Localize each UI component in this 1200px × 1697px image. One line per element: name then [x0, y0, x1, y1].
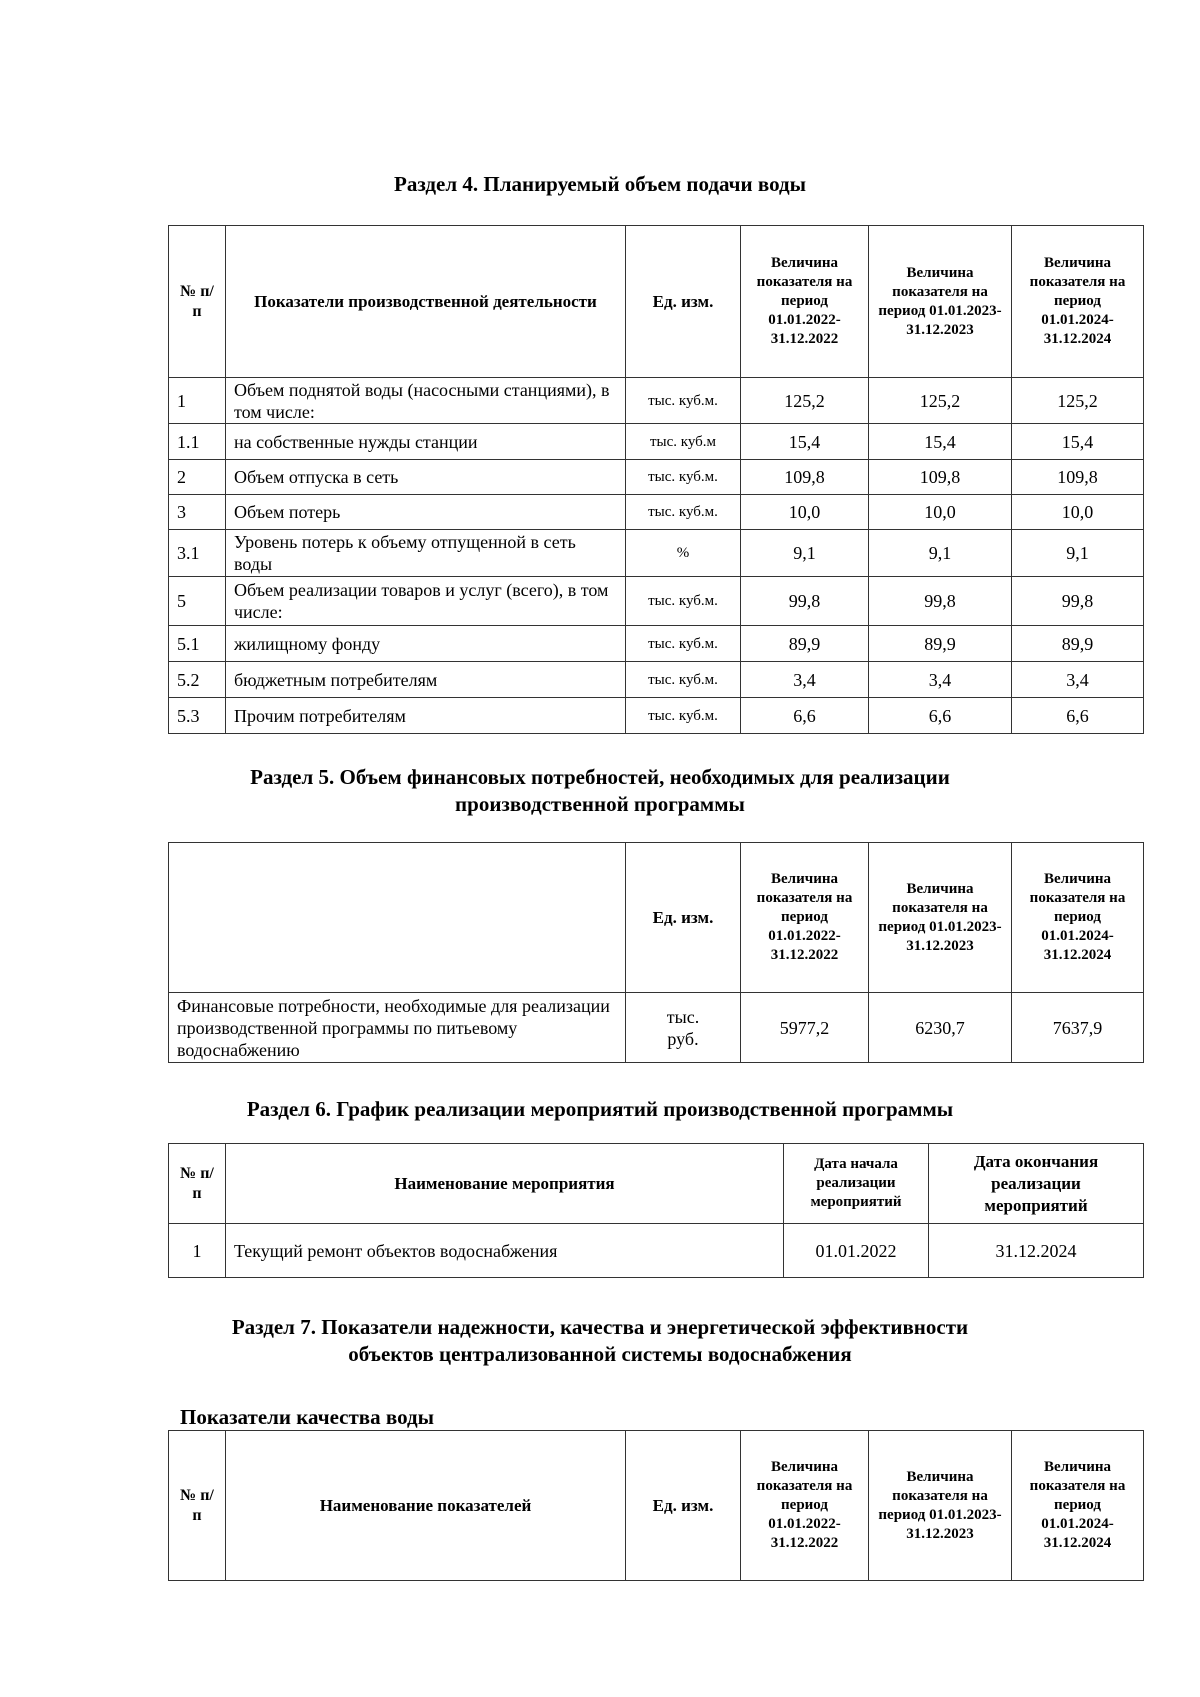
row-unit: тыс. куб.м.: [626, 662, 741, 698]
header-empty: [169, 843, 626, 993]
table-row: [169, 378, 1144, 424]
header-indicator-name: Наименование показателей: [226, 1431, 626, 1581]
row-name: Финансовые потребности, необходимые для реализации производственной программы по питьевому водоснабжению: [169, 993, 626, 1063]
row-value-2023: 125,2: [869, 378, 1012, 424]
section4-table: [168, 225, 1144, 734]
row-num: 2: [169, 460, 226, 495]
table-row: [169, 460, 1144, 495]
row-value-2022: 99,8: [741, 577, 869, 626]
row-value-2023: 6,6: [869, 698, 1012, 734]
header-event-name: Наименование мероприятия: [226, 1144, 784, 1224]
row-num: 1: [169, 378, 226, 424]
row-value-2022: 15,4: [741, 424, 869, 460]
header-period-2023: Величина показателя на период 01.01.2023-31.12.2023: [869, 1431, 1012, 1581]
header-indicator: Показатели производственной деятельности: [226, 226, 626, 378]
row-num: 3.1: [169, 530, 226, 577]
row-value-2024: 9,1: [1012, 530, 1144, 577]
header-num: № п/п: [169, 1144, 226, 1224]
header-end-date: Дата окончания реализации мероприятий: [929, 1144, 1144, 1224]
row-unit: тыс. куб.м.: [626, 577, 741, 626]
table-row: [169, 662, 1144, 698]
table-row: [169, 530, 1144, 577]
row-name: Текущий ремонт объектов водоснабжения: [226, 1224, 784, 1278]
row-value-2023: 109,8: [869, 460, 1012, 495]
row-unit: тыс. куб.м.: [626, 460, 741, 495]
row-num: 5: [169, 577, 226, 626]
row-num: 5.1: [169, 626, 226, 662]
row-name: Объем потерь: [226, 495, 626, 530]
row-value-2022: 3,4: [741, 662, 869, 698]
header-unit: Ед. изм.: [626, 1431, 741, 1581]
section7-subtitle: Показатели качества воды: [180, 1405, 434, 1429]
row-value-2022: 6,6: [741, 698, 869, 734]
header-period-2022: Величина показателя на период 01.01.2022-31.12.2022: [741, 1431, 869, 1581]
row-value-2022: 89,9: [741, 626, 869, 662]
table-row: [169, 577, 1144, 626]
row-name: Прочим потребителям: [226, 698, 626, 734]
row-num: 3: [169, 495, 226, 530]
section5-header-row: [169, 843, 1144, 993]
header-period-2022: Величина показателя на период 01.01.2022-31.12.2022: [741, 843, 869, 993]
header-period-2022: Величина показателя на период 01.01.2022-31.12.2022: [741, 226, 869, 378]
section4-title: Раздел 4. Планируемый объем подачи воды: [394, 172, 806, 196]
header-period-2024: Величина показателя на период 01.01.2024-31.12.2024: [1012, 226, 1144, 378]
row-num: 1: [169, 1224, 226, 1278]
header-start-date: Дата начала реализации мероприятий: [784, 1144, 929, 1224]
row-name: Уровень потерь к объему отпущенной в сеть воды: [226, 530, 626, 577]
row-value-2023: 15,4: [869, 424, 1012, 460]
row-value-2024: 99,8: [1012, 577, 1144, 626]
row-value-2024: 3,4: [1012, 662, 1144, 698]
row-value-2023: 99,8: [869, 577, 1012, 626]
row-unit: тыс. куб.м: [626, 424, 741, 460]
row-value-2024: 6,6: [1012, 698, 1144, 734]
row-value-2024: 125,2: [1012, 378, 1144, 424]
row-name: Объем реализации товаров и услуг (всего), в том числе:: [226, 577, 626, 626]
section7-title-line1: Раздел 7. Показатели надежности, качества и энергетической эффективности: [231, 1315, 969, 1339]
row-value-2022: 5977,2: [741, 993, 869, 1063]
section6-header-row: [169, 1144, 1144, 1224]
row-value-2023: 89,9: [869, 626, 1012, 662]
row-name: бюджетным потребителям: [226, 662, 626, 698]
section5-table: [168, 842, 1144, 1063]
row-value-2023: 9,1: [869, 530, 1012, 577]
row-name: жилищному фонду: [226, 626, 626, 662]
row-value-2022: 9,1: [741, 530, 869, 577]
row-value-2022: 10,0: [741, 495, 869, 530]
row-value-2024: 109,8: [1012, 460, 1144, 495]
row-unit: тыс. куб.м.: [626, 698, 741, 734]
section6-table: [168, 1143, 1144, 1278]
section5-title-line1: Раздел 5. Объем финансовых потребностей, необходимых для реализации: [250, 765, 950, 789]
row-unit: %: [626, 530, 741, 577]
header-period-2024: Величина показателя на период 01.01.2024-31.12.2024: [1012, 843, 1144, 993]
row-value-2022: 109,8: [741, 460, 869, 495]
row-value-2024: 10,0: [1012, 495, 1144, 530]
row-name: Объем поднятой воды (насосными станциями), в том числе:: [226, 378, 626, 424]
row-value-2024: 89,9: [1012, 626, 1144, 662]
row-name: Объем отпуска в сеть: [226, 460, 626, 495]
table-row: [169, 626, 1144, 662]
table-row: [169, 495, 1144, 530]
row-value-2024: 7637,9: [1012, 993, 1144, 1063]
header-unit: Ед. изм.: [626, 843, 741, 993]
row-value-2024: 15,4: [1012, 424, 1144, 460]
table-row: [169, 424, 1144, 460]
section7-header-row: [169, 1431, 1144, 1581]
table-row: [169, 698, 1144, 734]
row-unit: тыс. куб.м.: [626, 626, 741, 662]
row-num: 1.1: [169, 424, 226, 460]
header-num: № п/п: [169, 1431, 226, 1581]
table-row: [169, 1224, 1144, 1278]
row-value-2023: 6230,7: [869, 993, 1012, 1063]
section4-header-row: [169, 226, 1144, 378]
row-num: 5.2: [169, 662, 226, 698]
row-value-2022: 125,2: [741, 378, 869, 424]
row-start-date: 01.01.2022: [784, 1224, 929, 1278]
table-row: [169, 993, 1144, 1063]
row-value-2023: 10,0: [869, 495, 1012, 530]
row-num: 5.3: [169, 698, 226, 734]
row-value-2023: 3,4: [869, 662, 1012, 698]
row-unit: тыс. руб.: [626, 993, 741, 1063]
header-period-2023: Величина показателя на период 01.01.2023-31.12.2023: [869, 226, 1012, 378]
header-period-2023: Величина показателя на период 01.01.2023-31.12.2023: [869, 843, 1012, 993]
header-unit: Ед. изм.: [626, 226, 741, 378]
row-unit: тыс. куб.м.: [626, 378, 741, 424]
section5-title-line2: производственной программы: [455, 792, 745, 816]
section7-table: [168, 1430, 1144, 1581]
row-name: на собственные нужды станции: [226, 424, 626, 460]
row-end-date: 31.12.2024: [929, 1224, 1144, 1278]
header-period-2024: Величина показателя на период 01.01.2024-31.12.2024: [1012, 1431, 1144, 1581]
row-unit: тыс. куб.м.: [626, 495, 741, 530]
section7-title-line2: объектов централизованной системы водоснабжения: [348, 1342, 852, 1366]
section6-title: Раздел 6. График реализации мероприятий производственной программы: [246, 1097, 954, 1121]
header-num: № п/п: [169, 226, 226, 378]
